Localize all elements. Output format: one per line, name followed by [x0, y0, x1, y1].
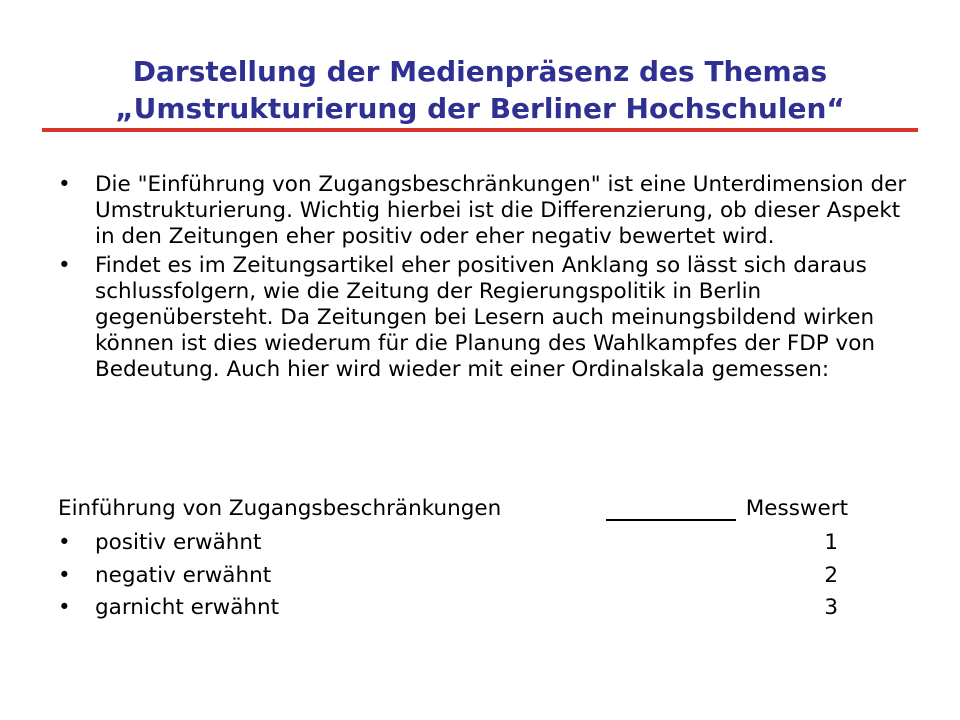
header-underline-gap — [606, 519, 736, 521]
scale-row-label: positiv erwähnt — [95, 530, 262, 555]
bullet-text-2: Findet es im Zeitungsartikel eher positiven Anklang so lässt sich daraus schlussfolgern, wie die Zeitung der Regierungspolitik in Berlin gegenübersteht. Da Zeitungen bei Lesern auch meinungsbildend wirken können ist dies wiederum für die Planung des Wahlkampfes der FDP von Bedeutung. Auch hier wird wieder mit einer Ordinalskala gemessen: — [95, 253, 876, 382]
bullet-text-1: Die "Einführung von Zugangsbeschränkungen" ist eine Unterdimension der Umstrukturierung. Wichtig hierbei ist die Differenzierung, ob dieser Aspekt in den Zeitungen eher positiv oder eher negativ bewertet wird. — [95, 172, 907, 249]
bullet-glyph: • — [58, 595, 71, 620]
scale-row-value: 2 — [824, 563, 838, 588]
scale-header-label: Einführung von Zugangsbeschränkungen — [58, 496, 502, 521]
scale-row — [58, 593, 848, 623]
scale-row — [58, 528, 848, 558]
scale-header-value: Messwert — [745, 496, 848, 521]
scale-row-value: 3 — [824, 595, 838, 620]
bullet-list — [58, 172, 908, 386]
bullet-glyph: • — [58, 172, 71, 197]
slide-title-line-1: Darstellung der Medienpräsenz des Themas — [132, 55, 828, 88]
scale-row-value: 1 — [824, 530, 838, 555]
scale-row — [58, 561, 848, 591]
bullet-item-2 — [58, 253, 908, 383]
bullet-item-1 — [58, 172, 908, 250]
bullet-glyph: • — [58, 253, 71, 278]
scale-row-label: negativ erwähnt — [95, 563, 272, 588]
slide-title — [40, 53, 920, 127]
bullet-glyph: • — [58, 530, 71, 555]
slide-title-line-2: „Umstrukturierung der Berliner Hochschulen“ — [115, 92, 845, 125]
title-divider — [42, 128, 918, 132]
scale-row-label: garnicht erwähnt — [95, 595, 280, 620]
bullet-glyph: • — [58, 563, 71, 588]
